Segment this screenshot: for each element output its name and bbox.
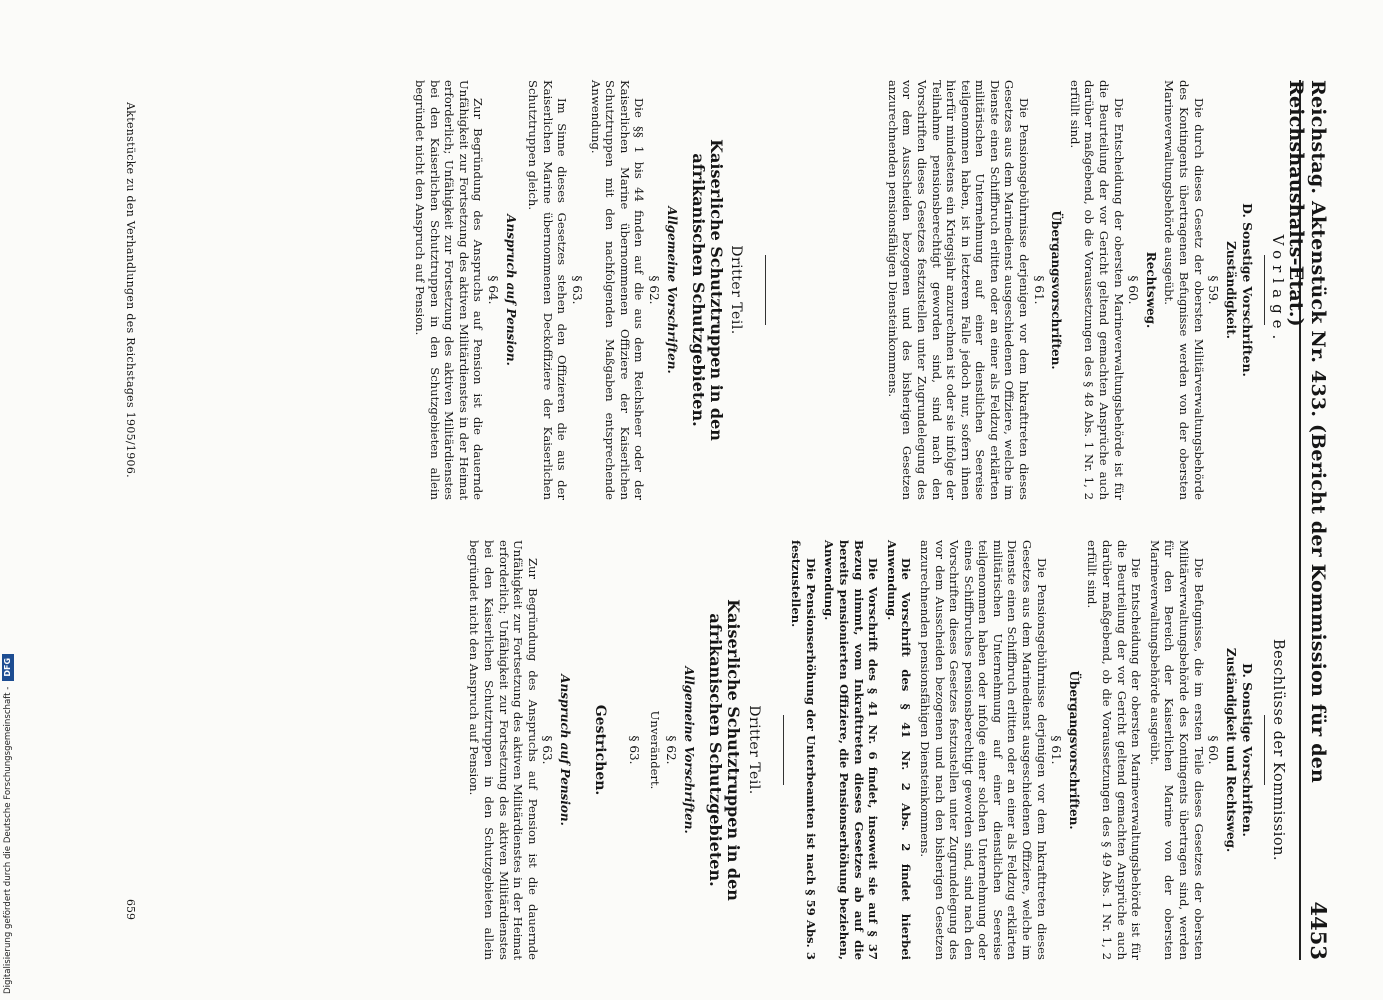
part-title: Kaiserliche Schutztruppen in den afrikanischen Schutzgebieten. <box>688 139 726 441</box>
subheading: Übergangsvorschriften. <box>1066 670 1081 830</box>
part-title: Kaiserliche Schutztruppen in den afrikanischen Schutzgebieten. <box>706 599 743 901</box>
struck-note: Gestrichen. <box>591 704 608 796</box>
footer-page-number: 659 <box>124 899 137 920</box>
section-heading: D. Sonstige Vorschriften. <box>1240 203 1256 377</box>
subheading: Rechtsweg. <box>1143 251 1158 329</box>
page-header <box>1285 80 1335 960</box>
paragraph-text: Die durch dieses Gesetz der obersten Militärverwaltungsbehörde des Kontingents übertragenen Befugnisse werden von der obersten Marineverwaltungsbehörde ausgeübt. <box>1162 80 1206 500</box>
running-title: Reichstag. Aktenstück Nr. 433. (Bericht der Kommission für den Reichshaushalts-Etat.) <box>1285 80 1329 783</box>
divider <box>1264 255 1265 325</box>
paragraph-text: Die Vorschrift des § 41 Nr. 2 Abs. 2 findet hierbei Anwendung. <box>884 540 914 960</box>
paragraph-number: § 61. <box>1049 735 1064 765</box>
spacer <box>771 80 881 500</box>
paragraph-number: § 60. <box>1206 735 1221 765</box>
subheading: Anspruch auf Pension. <box>558 674 573 826</box>
paragraph-number: § 59. <box>1206 275 1221 305</box>
page-number: 4453 <box>1306 901 1331 960</box>
column-beschluesse <box>75 540 1293 960</box>
divider <box>783 715 784 785</box>
digitization-text: Digitalisierung gefördert durch die Deutsche Forschungsgemeinschaft - <box>3 686 13 994</box>
paragraph-number: § 60. <box>1126 275 1141 305</box>
paragraph-text: Die Pensionserhöhung der Unterbeamten ist nach § 59 Abs. 3 festzustellen. <box>789 540 818 960</box>
part-heading: Dritter Teil. <box>728 245 745 335</box>
rotated-document-page <box>75 80 1335 960</box>
divider <box>1264 715 1265 785</box>
paragraph-text: Die Pensionsgebührnisse derjenigen vor dem Inkrafttreten dieses Gesetzes aus dem Marinedienst ausgeschiedenen Offiziere, welche im Dienste einen Schiffbruch erlitten oder an einer als Feldzug erklärten militärischen Unternehmung auf einer dienstlichen Seereise teilgenommen haben oder infolge einer solchen Unternehmung oder eines Schiffbruches pensionsberechtigt geworden sind, sind nach den Vorschriften dieses Gesetzes festzustellen unter Zugrundelegung des vor dem Ausscheiden bezogenen und nach den bisherigen Gesetzen anzurechnenden pensionsfähigen Diensteinkommens. <box>917 540 1049 960</box>
subheading: Allgemeine Vorschriften. <box>682 666 696 834</box>
paragraph-number: § 62. <box>664 735 679 765</box>
dfg-logo: DFG <box>2 654 14 681</box>
subheading: Allgemeine Vorschriften. <box>664 206 679 374</box>
paragraph-number: § 64. <box>486 275 501 305</box>
paragraph-number: § 63. <box>540 735 555 765</box>
paragraph-text: Die Entscheidung der obersten Marineverwaltungsbehörde ist für die Beurteilung der vor Gericht geltend gemachten Ansprüche auch darüber maßgebend, ob die Voraussetzungen des § 48 Abs. 1 Nr. 1, 2 erfüllt sind. <box>1067 80 1126 500</box>
paragraph-text: Die Pensionsgebührnisse derjenigen vor dem Inkrafttreten dieses Gesetzes aus dem Marinedienst ausgeschiedenen Offiziere, welche im Dienste einen Schiffbruch erlitten oder an einer als Feldzug erklärten militärischen Unternehmung auf einer dienstlichen Seereise teilgenommen haben, ist in letzterem Falle jedoch nur, sofern ihnen hierfür mindestens ein Kriegsjahr anzurechnen ist oder sie infolge der Teilnahme pensionsberechtigt geworden sind, sind nach den Vorschriften dieses Gesetzes festzustellen unter Zugrundelegung des vor dem Ausscheiden bezogenen und des bisherigen Gesetzen anzurechnenden pensionsfähigen Diensteinkommens. <box>885 80 1032 500</box>
column-title: Vorlage. <box>1269 234 1287 346</box>
paragraph-text: Die Vorschrift des § 41 Nr. 6 findet, insoweit sie auf § 37 Bezug nimmt, vom Inkrafttreten dieses Gesetzes ab auf die bereits pensionierten Offiziere, die Pensionserhöhung beziehen, Anwendung. <box>822 540 881 960</box>
subheading: Zuständigkeit. <box>1223 241 1238 339</box>
section-heading: D. Sonstige Vorschriften. <box>1240 663 1256 837</box>
subheading: Anspruch auf Pension. <box>503 214 518 366</box>
column-title: Beschlüsse der Kommission. <box>1270 638 1286 862</box>
paragraph-text: Zur Begründung des Anspruchs auf Pension ist die dauernde Unfähigkeit zur Fortsetzung des aktiven Militärdienstes in der Heimat erforderlich; Unfähigkeit zur Fortsetzung des aktiven Militärdienstes bei den Kaiserlichen Schutztruppen in den Schutzgebieten allein begründet nicht den Anspruch auf Pension. <box>467 540 540 960</box>
divider <box>765 255 766 325</box>
subheading: Zuständigkeit und Rechtsweg. <box>1223 647 1238 853</box>
paragraph-number: § 63. <box>570 275 584 305</box>
paragraph-text: Zur Begründung des Anspruchs auf Pension ist die dauernde Unfähigkeit zur Fortsetzung des aktiven Militärdienstes in der Heimat erforderlich; Unfähigkeit zur Fortsetzung des aktiven Militärdienstes bei den Kaiserlichen Schutztruppen in den Schutzgebieten allein begründet nicht den Anspruch auf Pension. <box>413 80 486 500</box>
unchanged-note: Unverändert. <box>647 710 662 790</box>
paragraph-number: § 62. <box>646 275 661 305</box>
paragraph-text: Die §§ 1 bis 44 finden auf die aus dem Reichsheer oder der Kaiserlichen Marine übernommenen Offiziere der Kaiserlichen Schutztruppen mit den nachfolgenden Maßgaben entsprechende Anwendung. <box>588 80 647 500</box>
paragraph-number: § 61. <box>1031 275 1046 305</box>
digitization-note <box>0 0 16 1000</box>
paragraph-text: Im Sinne dieses Gesetzes stehen den Offizieren die aus der Kaiserlichen Marine übernommenen Deckoffiziere der Kaiserlichen Schutztruppen gleich. <box>526 80 570 500</box>
subheading: Übergangsvorschriften. <box>1049 210 1064 370</box>
paragraph-text: Die Entscheidung der obersten Marineverwaltungsbehörde ist für die Beurteilung der vor Gericht geltend gemachten Ansprüche auch darüber maßgebend, ob die Voraussetzungen des § 49 Abs. 1 Nr. 1, 2 erfüllt sind. <box>1085 540 1144 960</box>
part-heading: Dritter Teil. <box>745 705 762 795</box>
paragraph-number: § 63. <box>627 735 642 765</box>
footer-citation: Aktenstücke zu den Verhandlungen des Reichstages 1905/1906. <box>124 102 137 478</box>
paragraph-text: Die Befugnisse, die im ersten Teile dieses Gesetzes der obersten Militärverwaltungsbehörde des Kontingents übertragen sind, werden für den Bereich der Kaiserlichen Marine von der obersten Marineverwaltungsbehörde ausgeübt. <box>1147 540 1206 960</box>
column-vorlage <box>75 80 1293 500</box>
